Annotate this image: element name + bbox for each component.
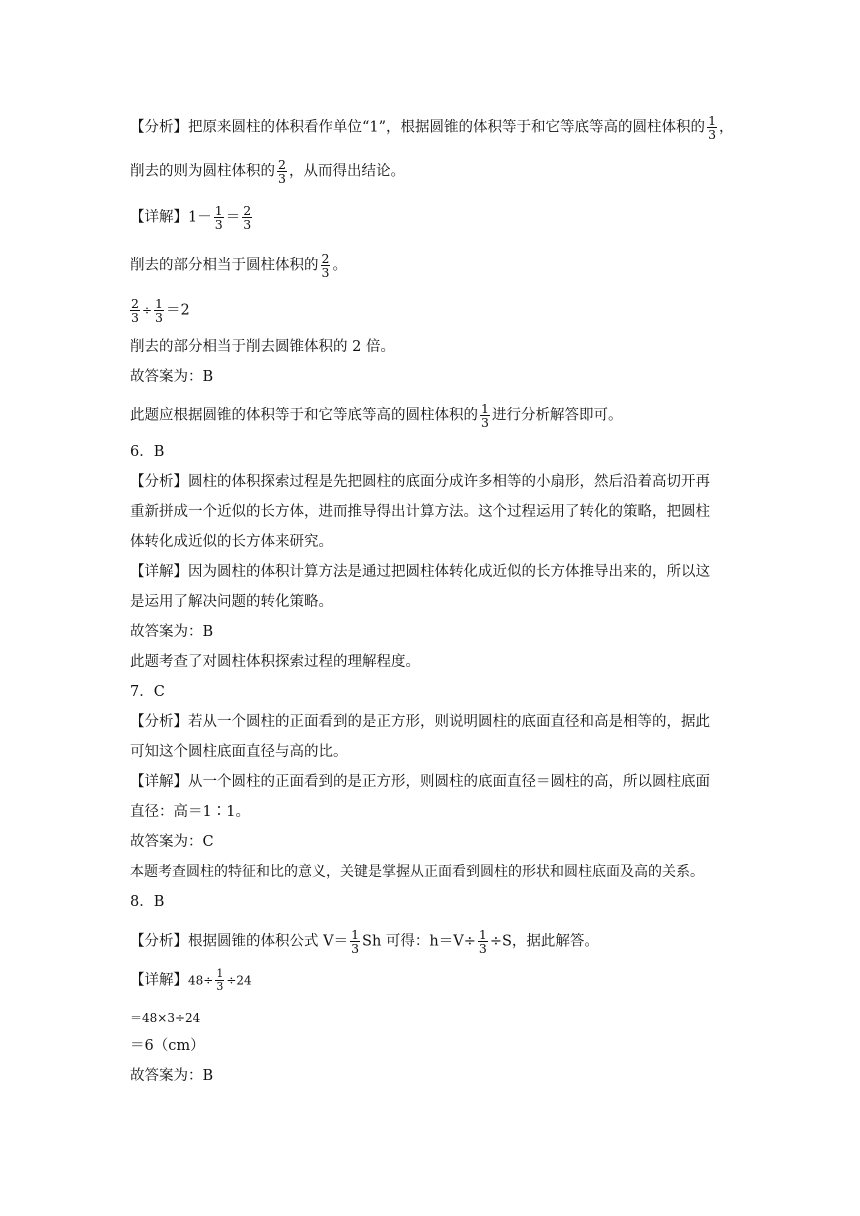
q7-answer: 故答案为：C [130,834,214,850]
text: 削去的部分相当于圆柱体积的 [130,257,319,274]
fraction-two-thirds: $\frac{2}{3}$ [278,157,286,186]
fraction-one-third: $\frac{1}{3}$ [155,296,163,325]
fraction-one-third: $\frac{1}{3}$ [351,927,360,956]
text: ÷S，据此解答。 [489,933,599,950]
q8-number: 8．B [130,894,165,910]
q5-analysis-line2 [130,158,405,185]
fraction-two-thirds: $\frac{2}{3}$ [131,296,139,325]
fraction-two-thirds: $\frac{2}{3}$ [243,203,252,232]
text: 进行分析解答即可。 [491,407,623,424]
q6-number: 6．B [130,444,165,460]
text: 【分析】根据圆锥的体积公式 V＝ [130,933,349,950]
fraction-one-third: $\frac{1}{3}$ [481,401,489,430]
q6-analysis-line2: 重新拼成一个近似的长方体，进而推导得出计算方法。这个过程运用了转化的策略，把圆柱 [130,504,710,520]
q7-number: 7．C [130,684,165,700]
q7-analysis-line2: 可知这个圆柱底面直径与高的比。 [130,744,348,760]
text: ÷ [141,303,153,318]
q8-step1: ＝48×3÷24 [130,1011,201,1025]
q7-detail-line1: 【详解】从一个圆柱的正面看到的是正方形，则圆柱的底面直径＝圆柱的高，所以圆柱底面 [130,774,710,790]
text: 【详解】1－ [130,209,212,226]
q6-detail-line1: 【详解】因为圆柱的体积计算方法是通过把圆柱体转化成近似的长方体推导出来的，所以这 [130,564,710,580]
text: 48÷ [188,973,214,988]
fraction-two-thirds: $\frac{2}{3}$ [321,251,330,280]
text: 削去的则为圆柱体积的 [130,163,275,180]
fraction-one-third: $\frac{1}{3}$ [214,203,223,232]
q6-detail-line2: 是运用了解决问题的转化策略。 [130,594,333,610]
q7-note: 本题考查圆柱的特征和比的意义，关键是掌握从正面看到圆柱的形状和圆柱底面及高的关系。 [130,864,704,880]
q7-analysis-line1: 【分析】若从一个圆柱的正面看到的是正方形，则说明圆柱的底面直径和高是相等的，据此 [130,714,710,730]
q5-detail-line2 [130,252,347,279]
q8-detail-line1 [130,968,252,993]
q5-detail-line1 [130,204,254,231]
text: Sh 可得：h＝V÷ [362,933,476,950]
fraction-one-third: $\frac{1}{3}$ [708,113,717,142]
q5-analysis-line1 [130,114,734,141]
text: ，从而得出结论。 [288,163,405,180]
q6-analysis-line3: 体转化成近似的长方体来研究。 [130,534,333,550]
text: ＝ [225,209,241,226]
q8-answer: 故答案为：B [130,1068,214,1084]
text: 。 [332,257,347,274]
q8-analysis [130,928,599,955]
q8-step2: ＝6（cm） [130,1038,205,1054]
fraction-one-third: $\frac{1}{3}$ [478,927,487,956]
q6-note: 此题考查了对圆柱体积探索过程的理解程度。 [130,654,420,670]
q5-answer: 故答案为：B [130,369,214,385]
text: ÷24 [226,973,252,988]
text: ， [719,119,734,136]
q5-division-line [130,297,190,324]
q6-analysis-line1: 【分析】圆柱的体积探索过程是先把圆柱的底面分成许多相等的小扇形，然后沿着高切开再 [130,474,710,490]
text: 【分析】把原来圆柱的体积看作单位“1”，根据圆锥的体积等于和它等底等高的圆柱体积的 [130,119,706,136]
q6-answer: 故答案为：B [130,624,214,640]
q5-note [130,402,622,429]
q5-detail-line4: 削去的部分相当于削去圆锥体积的 2 倍。 [130,339,395,355]
text: 【详解】 [130,972,188,989]
fraction-one-third: $\frac{1}{3}$ [216,967,224,993]
text: ＝2 [165,302,190,319]
text: 此题应根据圆锥的体积等于和它等底等高的圆柱体积的 [130,407,478,424]
q7-detail-line2: 直径：高＝1∶1。 [130,804,250,820]
